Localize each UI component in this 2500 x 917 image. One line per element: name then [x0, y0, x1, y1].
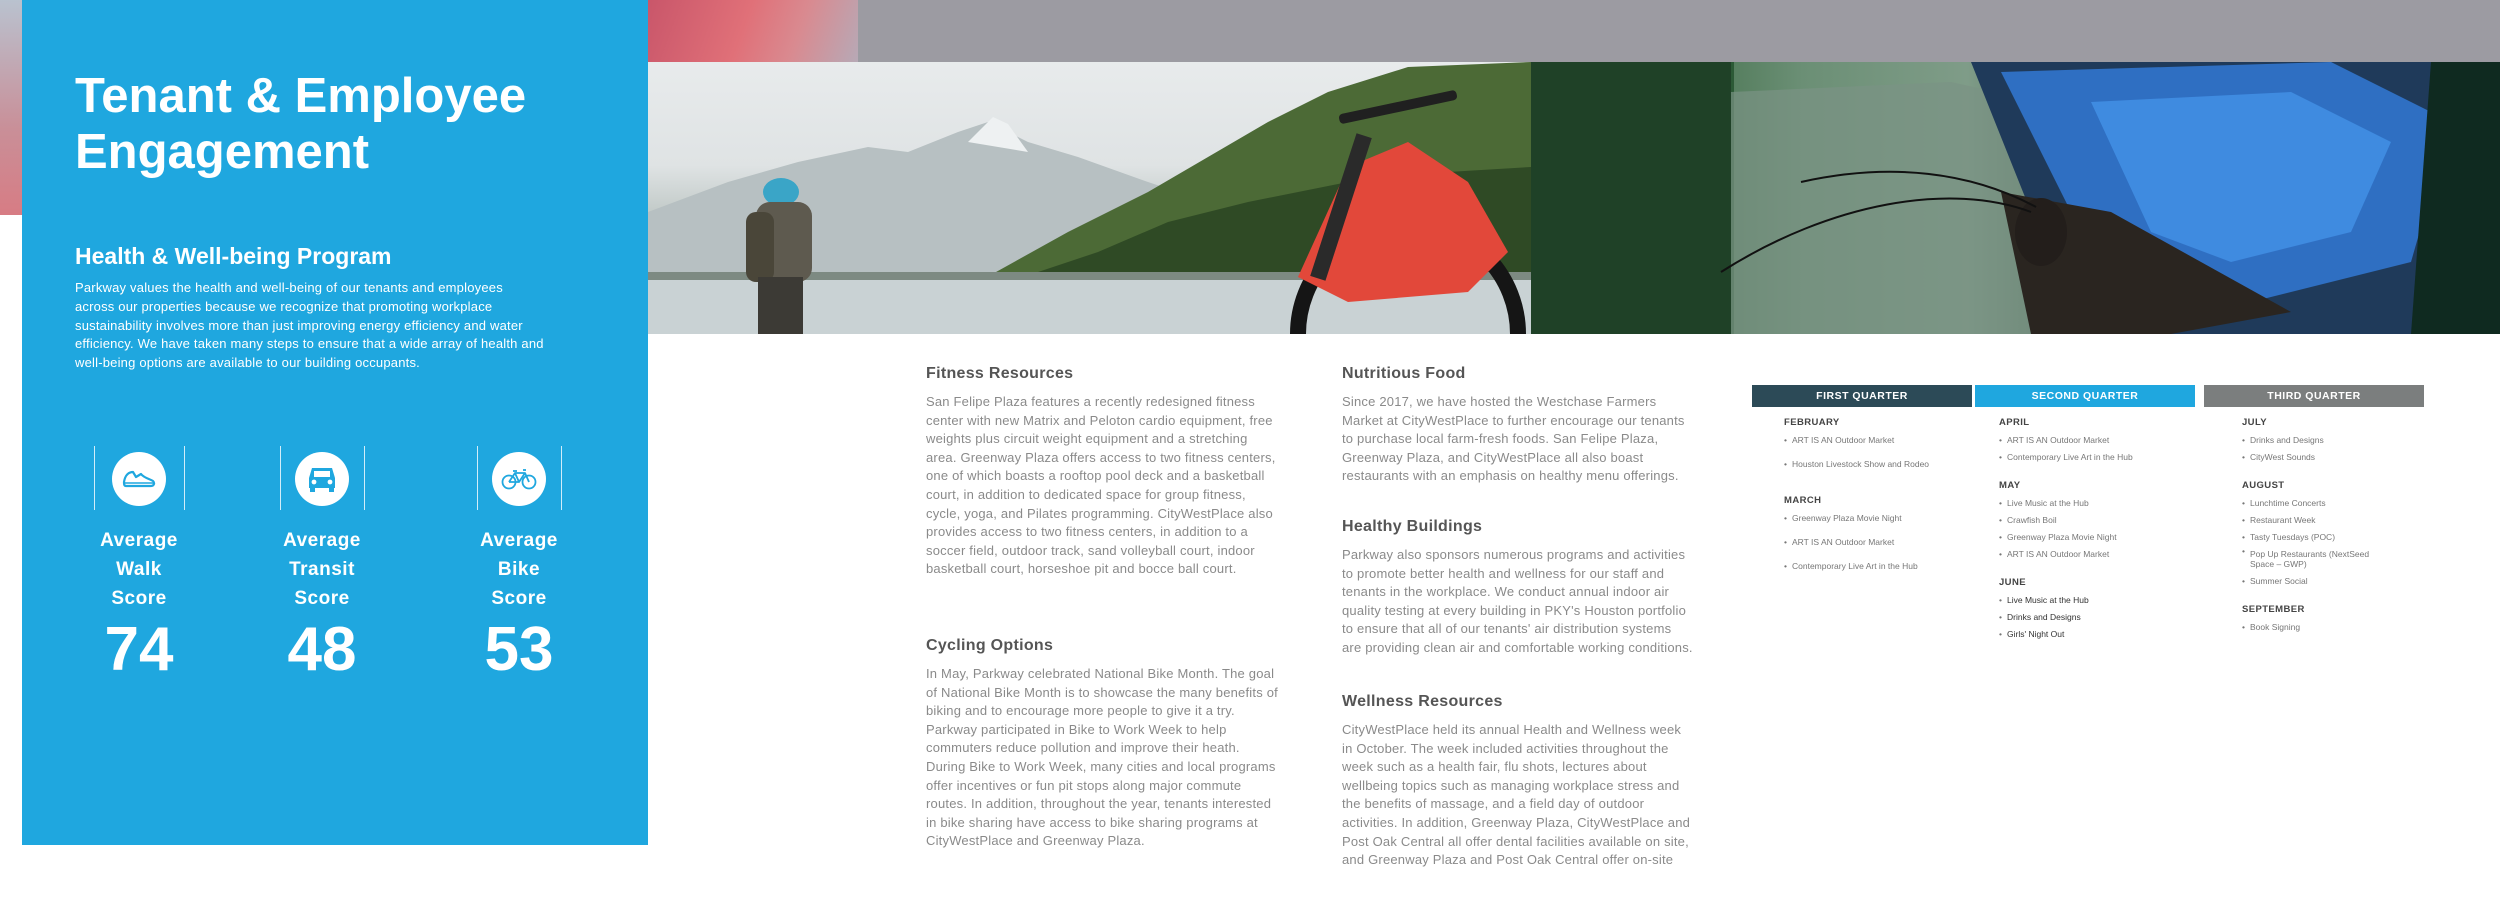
section-heading: Cycling Options — [926, 637, 1054, 654]
food-section — [1342, 365, 1694, 486]
divider — [561, 446, 562, 510]
month-label: FEBRUARY — [1784, 417, 1840, 428]
score-label: Bike — [497, 559, 541, 580]
section-body: In May, Parkway celebrated National Bike Month. The goal of National Bike Month is to showcase the many benefits of biking and to encourage more people to give it a try. Parkway participated in Bike to Work Week to help commuters reduce pollution and improve their heath. During Bike to Work Week, many cities and local programs offer incentives or fun pit stops along major commute routes. In addition, throughout the year, tenants interested in bike sharing have access to bike sharing programs at CityWestPlace and Greenway Plaza. — [926, 666, 1278, 849]
month-label: JULY — [2242, 417, 2268, 428]
event-item: • Live Music at the Hub — [1999, 592, 2195, 609]
event-item: • Houston Livestock Show and Rodeo — [1784, 456, 1972, 473]
divider — [477, 446, 478, 510]
event-item: • Live Music at the Hub — [1999, 495, 2195, 512]
event-item: • Drinks and Designs — [2242, 432, 2424, 449]
event-item: • Greenway Plaza Movie Night — [1999, 529, 2195, 546]
car-icon — [295, 452, 349, 506]
bike-landscape-photo — [648, 62, 1531, 334]
divider — [280, 446, 281, 510]
section-body: CityWestPlace held its annual Health and Wellness week in October. The week included activities throughout the week such as a health fair, flu shots, lectures about wellbeing topics such as managing workplace stress and the benefits of massage, and a field day of outdoor activities. In addition, Greenway Plaza, CityWestPlace and Post Oak Central all offer dental facilities available on site, and Greenway Plaza and Post Oak Central offer on-site — [1342, 722, 1691, 868]
fitness-section — [926, 365, 1278, 579]
event-item: • Tasty Tuesdays (POC) — [2242, 529, 2424, 546]
divider — [94, 446, 95, 510]
butterfly-photo — [1531, 62, 2500, 334]
intro-paragraph: Parkway values the health and well-being of our tenants and employees across our properties because we recognize that promoting workplace sustainability involves more than just improving energy efficiency and water efficiency. We have taken many steps to ensure that a wide array of health and well-being options are available to our building occupants. — [75, 280, 544, 371]
event-item: • Restaurant Week — [2242, 512, 2424, 529]
event-item: • ART IS AN Outdoor Market — [1999, 546, 2195, 563]
score-label: Average — [480, 530, 558, 551]
event-item: • ART IS AN Outdoor Market — [1784, 432, 1972, 449]
section-heading: Fitness Resources — [926, 365, 1074, 382]
score-label: Average — [100, 530, 178, 551]
event-item: • ART IS AN Outdoor Market — [1999, 432, 2195, 449]
second-quarter-column — [1975, 385, 2195, 643]
wellness-section — [1342, 693, 1694, 870]
event-item: • Book Signing — [2242, 619, 2424, 636]
section-body: San Felipe Plaza features a recently redesigned fitness center with new Matrix and Peloton cardio equipment, free weights plus circuit weight equipment and a stretching area. Greenway Plaza offers access to two fitness centers, one of which boasts a rooftop pool deck and a basketball court, in addition to dedicated space for group fitness, cycle, yoga, and Pilates programming. CityWestPlace also provides access to two fitness centers, in addition to a soccer field, outdoor track, sand volleyball court, indoor basketball court, horseshoe pit and bocce ball court. — [926, 394, 1276, 577]
transit-score-value: 48 — [287, 615, 357, 684]
quarter-header: SECOND QUARTER — [1975, 385, 2195, 407]
month-label: APRIL — [1999, 417, 2030, 428]
buildings-section — [1342, 518, 1694, 658]
quarter-header: FIRST QUARTER — [1752, 385, 1972, 407]
event-item: • Greenway Plaza Movie Night — [1784, 510, 1972, 527]
quarter-header: THIRD QUARTER — [2204, 385, 2424, 407]
divider — [364, 446, 365, 510]
month-label: AUGUST — [2242, 480, 2285, 491]
photo-edge-strip — [0, 0, 22, 215]
score-label: Score — [491, 588, 547, 609]
section-body: Parkway also sponsors numerous programs and activities to promote better health and wellness for our staff and tenants in the workplace. We conduct annual indoor air quality testing at every building in PKY's Houston portfolio to ensure that all of our tenants' air distribution systems are providing clean air and comfortable working conditions. — [1342, 547, 1693, 655]
bike-score-value: 53 — [484, 615, 554, 684]
bike-score-card — [439, 446, 599, 685]
score-label: Score — [111, 588, 167, 609]
section-heading: Healthy Buildings — [1342, 518, 1483, 535]
page-title: Tenant & Employee Engagement — [75, 69, 527, 179]
event-item: • Drinks and Designs — [1999, 609, 2195, 626]
event-item: • Girls' Night Out — [1999, 626, 2195, 643]
section-body: Since 2017, we have hosted the Westchase Farmers Market at CityWestPlace to further encourage our tenants to purchase local farm-fresh foods. San Felipe Plaza, Greenway Plaza, and CityWestPlace all also boast restaurants with an emphasis on healthy menu offerings. — [1342, 394, 1685, 484]
event-item: • Summer Social — [2242, 573, 2424, 590]
walk-score-card — [59, 446, 219, 685]
divider — [184, 446, 185, 510]
cycling-section — [926, 637, 1278, 851]
score-label: Average — [283, 530, 361, 551]
section-heading: Nutritious Food — [1342, 365, 1466, 382]
month-label: JUNE — [1999, 577, 2026, 588]
month-label: MARCH — [1784, 495, 1822, 506]
month-label: SEPTEMBER — [2242, 604, 2305, 615]
walk-score-value: 74 — [104, 615, 174, 684]
event-item: • Lunchtime Concerts — [2242, 495, 2424, 512]
bike-icon — [492, 452, 546, 506]
event-item: • CityWest Sounds — [2242, 449, 2424, 466]
event-item: • ART IS AN Outdoor Market — [1784, 534, 1972, 551]
score-label: Transit — [289, 559, 355, 580]
event-item: • Contemporary Live Art in the Hub — [1999, 449, 2195, 466]
score-label: Walk — [116, 559, 162, 580]
shoe-icon — [112, 452, 166, 506]
transit-score-card — [242, 446, 402, 685]
month-label: MAY — [1999, 480, 2021, 491]
first-quarter-column — [1752, 385, 1972, 575]
event-item: • Contemporary Live Art in the Hub — [1784, 558, 1972, 575]
section-heading: Wellness Resources — [1342, 693, 1503, 710]
section-title: Health & Well-being Program — [75, 243, 392, 269]
score-label: Score — [294, 588, 350, 609]
event-item: • Pop Up Restaurants (NextSeed Space – GWP) — [2242, 546, 2372, 573]
photo-fragment — [648, 0, 858, 62]
third-quarter-column — [2204, 385, 2424, 636]
event-item: • Crawfish Boil — [1999, 512, 2195, 529]
